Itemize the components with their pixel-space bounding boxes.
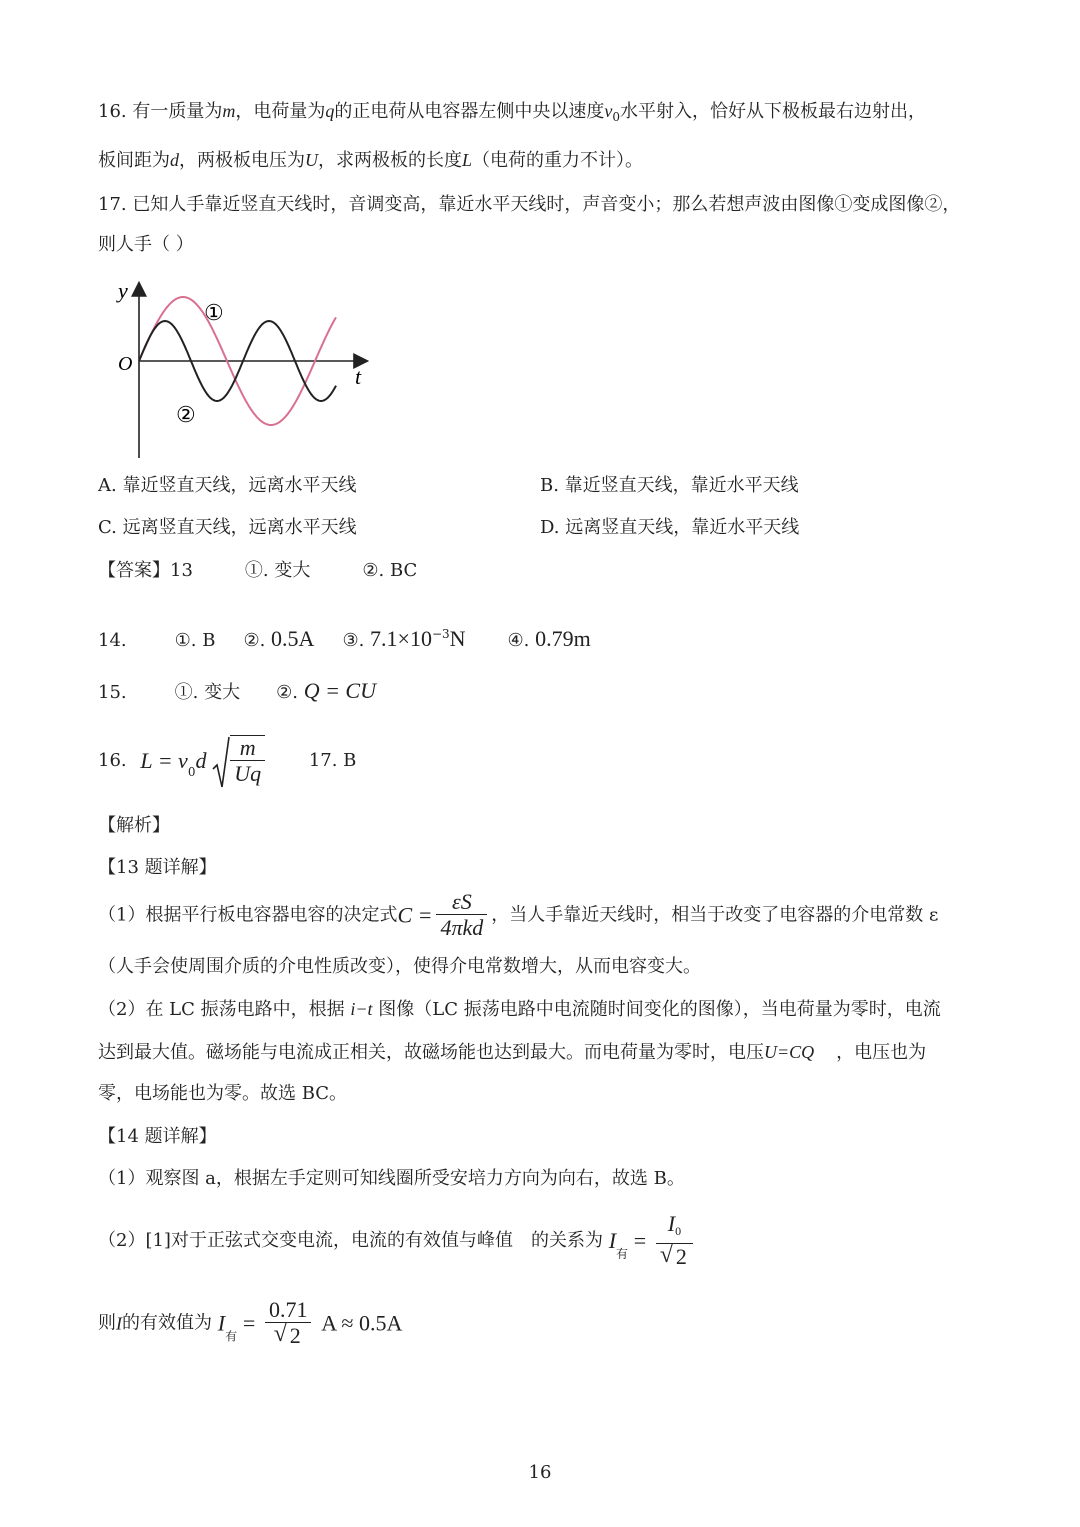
q17-line-1: 17. 已知人手靠近竖直天线时，音调变高，靠近水平天线时，声音变小；那么若想声波由图像①变成图像②， bbox=[98, 194, 961, 215]
q17-line-2: 则人手（ ） bbox=[98, 234, 194, 255]
option-c: C. 远离竖直天线，远离水平天线 bbox=[98, 517, 357, 538]
q13-analysis-p1: （1）根据平行板电容器电容的决定式C = $\frac{\varepsilon S}{\text{4πkd}}$ ，当人手靠近天线时，相当于改变了电容器的介电常数 ε bbox=[98, 889, 939, 940]
wave-graph bbox=[110, 278, 380, 463]
answer-14: 14. ①. B ②. 0.5A ③. $7.1\times 10^{-3}N$ ④. 0.79m bbox=[98, 626, 591, 651]
q13-analysis-p2-end: 零，电场能也为零。故选 BC。 bbox=[98, 1083, 348, 1104]
q16-line-2: 板间距为d，两极板电压为U，求两极板的长度L（电荷的重力不计）。 bbox=[98, 150, 644, 171]
q13-analysis-heading: 【13 题详解】 bbox=[98, 857, 217, 878]
q13-analysis-p2: （2）在 LC 振荡电路中，根据 i−t 图像（LC 振荡电路中电流随时间变化的图像），当电荷量为零时，电流 bbox=[98, 999, 941, 1020]
option-a: A. 靠近竖直天线，远离水平天线 bbox=[98, 475, 357, 496]
sqrt-expression: $\frac{m}{Uq}$ bbox=[212, 735, 265, 787]
origin-label: O bbox=[118, 353, 133, 375]
answer-13: 【答案】13 ①. 变大 ②. BC bbox=[98, 560, 418, 581]
q14-analysis-heading: 【14 题详解】 bbox=[98, 1126, 217, 1147]
q16-line-1: 16. 有一质量为m，电荷量为q的正电荷从电容器左侧中央以速度$v_0$水平射入，恰好从下极板最右边射出， bbox=[98, 101, 926, 124]
page-number: 16 bbox=[528, 1462, 552, 1483]
y-axis-label: y bbox=[118, 278, 128, 303]
q14-analysis-p1: （1）观察图 a，根据左手定则可知线圈所受安培力方向为向右，故选 B。 bbox=[98, 1168, 685, 1189]
t-axis-label: t bbox=[355, 364, 362, 389]
answer-16-17: 16. $L = v_0d$ $\frac{m}{Uq}$ 17. B bbox=[98, 735, 357, 786]
curve-2-label: ② bbox=[176, 402, 196, 427]
answer-15: 15. ①. 变大 ②. Q = CU bbox=[98, 678, 376, 703]
q13-analysis-p1-cont: （人手会使周围介质的介电性质改变），使得介电常数增大，从而电容变大。 bbox=[98, 956, 701, 977]
curve-1-label: ① bbox=[204, 300, 224, 325]
q14-analysis-p2: （2）[1]对于正弦式交变电流，电流的有效值与峰值 的关系为 $I_有$ = $I_0$ √ 2 bbox=[98, 1212, 697, 1270]
option-d: D. 远离竖直天线，靠近水平天线 bbox=[540, 517, 800, 538]
q13-analysis-p2-cont: 达到最大值。磁场能与电流成正相关，故磁场能也达到最大。而电荷量为零时，电压U=CQ ，电压也为 bbox=[98, 1042, 927, 1063]
analysis-heading: 【解析】 bbox=[98, 815, 170, 836]
q14-analysis-p3: 则I的有效值为 $I_有$ = 0.71 √ 2 A ≈ 0.5A bbox=[98, 1298, 402, 1356]
option-b: B. 靠近竖直天线，靠近水平天线 bbox=[540, 475, 799, 496]
